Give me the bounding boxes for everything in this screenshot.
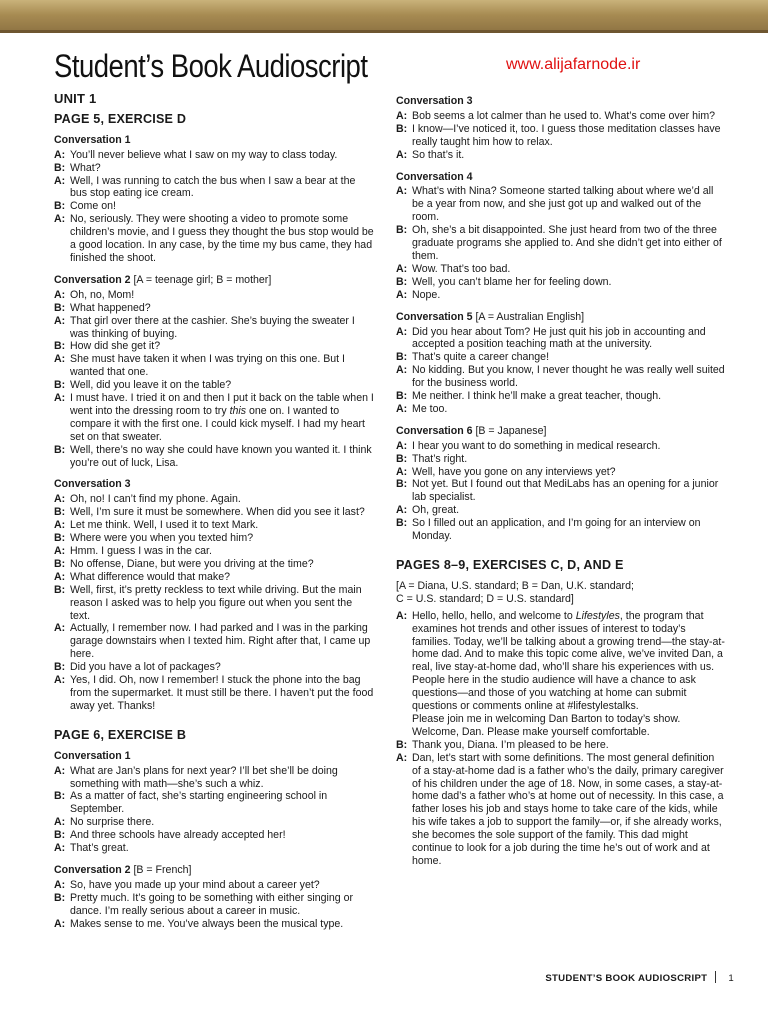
speaker-label: A: — [396, 288, 408, 301]
dialogue-text: As a matter of fact, she’s starting engineering school in September. — [70, 790, 328, 816]
speaker-label: A: — [54, 816, 66, 829]
dialogue-line — [54, 661, 374, 674]
dialogue-line — [54, 162, 374, 175]
footer-divider — [715, 971, 716, 983]
speaker-label: B: — [54, 340, 66, 353]
speaker-label: B: — [396, 275, 408, 288]
dialogue-text: Wow. That’s too bad. — [412, 262, 511, 275]
dialogue-line — [54, 842, 374, 855]
speaker-label: A: — [54, 392, 66, 405]
dialogue-line — [396, 110, 726, 123]
footer-label: STUDENT’S BOOK AUDIOSCRIPT — [545, 973, 708, 984]
dialogue-line — [54, 506, 374, 519]
dialogue-text: Oh, she’s a bit disappointed. She just heard from two of the three graduate programs she applied to. And she didn’t get into either of them. — [412, 224, 722, 262]
speaker-label: A: — [54, 674, 66, 687]
dialogue-text: Me neither. I think he’ll make a great teacher, though. — [412, 390, 662, 403]
conversation-block — [54, 750, 374, 855]
dialogue-line — [396, 752, 726, 868]
section-heading: PAGES 8–9, EXERCISES C, D, AND E — [396, 558, 624, 572]
speaker-label: B: — [54, 161, 66, 174]
speaker-label: B: — [54, 583, 66, 596]
dialogue-line — [396, 263, 726, 276]
speaker-label: A: — [54, 353, 66, 366]
speaker-label: A: — [54, 288, 66, 301]
dialogue — [54, 879, 374, 931]
dialogue-text: How did she get it? — [70, 340, 161, 353]
dialogue-text: Oh, no! I can’t find my phone. Again. — [70, 493, 241, 506]
dialogue-text: Yes, I did. Oh, now I remember! I stuck the phone into the bag from the supermarket. It must still be there. I haven’t put the food away yet. Thanks! — [70, 674, 374, 712]
dialogue-line — [54, 315, 374, 341]
dialogue-line — [54, 558, 374, 571]
dialogue-line — [54, 444, 374, 470]
dialogue-text: Let me think. Well, I used it to text Mark. — [70, 519, 259, 532]
dialogue-line — [396, 123, 726, 149]
dialogue — [54, 493, 374, 712]
dialogue-text: What difference would that make? — [70, 570, 230, 583]
speaker-label: A: — [54, 764, 66, 777]
speaker-label: B: — [396, 224, 408, 237]
speaker-label: B: — [396, 390, 408, 403]
speaker-label: B: — [396, 478, 408, 491]
speaker-label: B: — [54, 301, 66, 314]
conversation-block — [396, 95, 726, 162]
speaker-label: A: — [396, 109, 408, 122]
dialogue-text: Well, first, it’s pretty reckless to text while driving. But the main reason I asked was to help you figure out when you sent the text. — [70, 583, 362, 622]
dialogue-continuation: Please join me in welcoming Dan Barton to today’s show. Welcome, Dan. Please make yourself comfortable. — [412, 712, 681, 738]
dialogue-text: Did you hear about Tom? He just quit his job in accounting and accepted a position teaching math at the university. — [412, 325, 706, 351]
dialogue-line — [396, 440, 726, 453]
speaker-label: B: — [54, 532, 66, 545]
dialogue-text: Well, have you gone on any interviews yet? — [412, 465, 616, 478]
dialogue-line — [396, 149, 726, 162]
dialogue-text: So that’s it. — [412, 148, 465, 161]
dialogue-text: Makes sense to me. You’ve always been the musical type. — [70, 917, 344, 930]
dialogue-text: Thank you, Diana. I’m pleased to be here. — [412, 738, 609, 751]
dialogue — [54, 289, 374, 392]
dialogue-line — [54, 149, 374, 162]
dialogue-text: Did you have a lot of packages? — [70, 661, 221, 674]
dialogue-line — [54, 829, 374, 842]
conversation-block — [54, 478, 374, 712]
speaker-label: A: — [396, 609, 408, 622]
dialogue-line — [54, 674, 374, 713]
dialogue-line — [396, 453, 726, 466]
speaker-label: B: — [54, 790, 66, 803]
conversation-block — [54, 864, 374, 931]
watermark-url: www.alijafarnode.ir — [506, 56, 641, 73]
dialogue-line — [396, 504, 726, 517]
dialogue-line — [54, 918, 374, 931]
dialogue-line — [396, 351, 726, 364]
dialogue-line — [396, 289, 726, 302]
dialogue-line — [396, 224, 726, 263]
conversation-title: Conversation 2 [A = teenage girl; B = mother] — [54, 273, 272, 286]
dialogue-line — [54, 289, 374, 302]
dialogue-text: That’s great. — [70, 842, 129, 855]
dialogue-text: What happened? — [70, 301, 151, 314]
dialogue-text: That’s right. — [412, 452, 468, 465]
dialogue-line — [54, 816, 374, 829]
speaker-label: A: — [396, 751, 408, 764]
dialogue-line — [54, 519, 374, 532]
dialogue-line — [54, 622, 374, 661]
speaker-label: B: — [54, 200, 66, 213]
dialogue-text: No, seriously. They were shooting a video to promote some children’s movie, and I guess they thought the bus stop would be a good location. In any case, by the time my bus came, they had finished the shoot. — [70, 213, 374, 264]
conversation-note: [B = Japanese] — [472, 424, 547, 437]
dialogue-text: Well, did you leave it on the table? — [70, 379, 232, 392]
speaker-label: A: — [54, 148, 66, 161]
speaker-label: A: — [54, 174, 66, 187]
speaker-label: A: — [396, 504, 408, 517]
speaker-label: B: — [396, 738, 408, 751]
dialogue-text: You’ll never believe what I saw on my way to class today. — [70, 148, 338, 161]
dialogue — [54, 149, 374, 265]
page-footer — [545, 971, 734, 984]
dialogue-line — [54, 545, 374, 558]
dialogue-line — [396, 326, 726, 352]
page-title: Student’s Book Audioscript — [54, 48, 368, 84]
dialogue-text: She must have taken it when I was trying on this one. But I wanted that one. — [70, 353, 345, 379]
dialogue-line — [396, 466, 726, 479]
dialogue-line — [396, 185, 726, 224]
dialogue-text: That’s quite a career change! — [412, 351, 550, 364]
dialogue-line — [54, 879, 374, 892]
speaker-label: A: — [54, 545, 66, 557]
speaker-label: B: — [396, 122, 408, 135]
dialogue-text: Where were you when you texted him? — [70, 532, 254, 545]
dialogue-line — [54, 532, 374, 545]
page-number: 1 — [728, 973, 734, 984]
dialogue-line — [54, 571, 374, 584]
dialogue-line — [54, 175, 374, 201]
speaker-label: A: — [54, 314, 66, 327]
section-heading: PAGE 6, EXERCISE B — [54, 727, 187, 742]
dialogue-text: Come on! — [70, 200, 116, 213]
speaker-label: B: — [54, 829, 66, 842]
dialogue-text: Well, I’m sure it must be somewhere. When did you see it last? — [70, 506, 365, 519]
dialogue-text: Not yet. But I found out that MediLabs has an opening for a junior lab specialist. — [412, 478, 719, 504]
conversation-title: Conversation 3 — [54, 478, 131, 491]
conversation-block — [396, 171, 726, 302]
dialogue-text: Pretty much. It’s going to be something with either singing or dance. I’m really serious about a career in music. — [70, 891, 354, 917]
speaker-label: B: — [54, 891, 66, 904]
conversation-title: Conversation 1 — [54, 133, 131, 146]
dialogue-line — [54, 213, 374, 265]
speaker-label: B: — [54, 379, 66, 392]
dialogue-line — [54, 493, 374, 506]
speaker-label: B: — [54, 661, 66, 674]
conversation-title: Conversation 6 [B = Japanese] — [396, 424, 547, 437]
dialogue-text: Well, you can’t blame her for feeling down. — [412, 275, 612, 288]
speaker-label: A: — [54, 622, 66, 635]
dialogue — [396, 110, 726, 162]
dialogue-text: Hmm. I guess I was in the car. — [70, 545, 212, 557]
conversation-note: [B = French] — [130, 863, 192, 876]
dialogue — [396, 440, 726, 543]
dialogue-line — [396, 364, 726, 390]
speaker-label: A: — [54, 213, 66, 226]
speaker-label: B: — [54, 443, 66, 456]
speaker-label: A: — [54, 493, 66, 506]
dialogue-line — [396, 478, 726, 504]
dialogue-text: Oh, no, Mom! — [70, 288, 135, 301]
dialogue-line — [54, 379, 374, 392]
speaker-label: A: — [396, 148, 408, 161]
conversation-block — [54, 134, 374, 265]
dialogue-line — [54, 200, 374, 213]
conversation-title: Conversation 4 — [396, 170, 473, 183]
dialogue-line — [54, 353, 374, 379]
speaker-label: A: — [396, 325, 408, 338]
dialogue-text: Well, there’s no way she could have known you wanted it. I think you’re out of luck, Lisa. — [70, 443, 372, 469]
speaker-label: B: — [396, 351, 408, 364]
dialogue — [396, 739, 726, 868]
dialogue-text: That girl over there at the cashier. She’s buying the sweater I was thinking of buying. — [70, 314, 355, 340]
dialogue-text: Dan, let’s start with some definitions. The most general definition of a stay-at-home dad is a father who’s the daily, primary caregiver of his children under the age of 18. Now, in some cases, a stay-at-home dad’s a father who’s at home out of necessity. In this case, a father loses his job and stays home to take care of the kids, while his wife takes a job to support the family—or, if she already works, she becomes the sole support of the family. This dad might continue to look for a job during the time he’s out of work and at home. — [412, 751, 724, 867]
dialogue-text: I hear you want to do something in medical research. — [412, 439, 661, 452]
speaker-label: A: — [54, 570, 66, 583]
dialogue — [54, 444, 374, 470]
unit-heading: UNIT 1 — [54, 91, 97, 106]
speaker-label: B: — [396, 452, 408, 465]
conversation-note: [A = teenage girl; B = mother] — [130, 273, 272, 286]
speaker-label: B: — [54, 506, 66, 519]
dialogue-line: A: Hello, hello, hello, and welcome to Lifestyles, the program that examines hot trends and other issues of interest to today’s families. Today, we’ll be talking about a growing trend—the stay-at-home dad. And to make this topic come alive, we’ve invited Dan, a real, live stay-at-home dad, who’ll share his experiences with us. People here in the studio audience will have a chance to ask questions—and those of you watching at home can submit questions or comments online at #lifestylestalks. — [396, 609, 725, 713]
dialogue-text: Nope. — [412, 288, 441, 301]
dialogue — [54, 765, 374, 855]
dialogue — [396, 326, 726, 416]
dialogue-line — [396, 739, 726, 752]
dialogue-line — [54, 892, 374, 918]
dialogue-text: Well, I was running to catch the bus when I saw a bear at the bus stop eating ice cream. — [70, 174, 356, 200]
dialogue-text: So, have you made up your mind about a career yet? — [70, 878, 320, 891]
dialogue-text: Actually, I remember now. I had parked and I was in the parking garage downstairs when I texted him. Right after that, I came up here. — [70, 622, 371, 661]
speaker-label: B: — [54, 557, 66, 570]
speaker-label: A: — [396, 402, 408, 415]
decorative-top-band — [0, 0, 768, 33]
dialogue-text: What are Jan’s plans for next year? I’ll bet she’ll be doing something with math—she’s such a whiz. — [70, 764, 338, 790]
dialogue-line — [54, 584, 374, 623]
speaker-legend: [A = Diana, U.S. standard; B = Dan, U.K. standard; C = U.S. standard; D = U.S. standard] — [396, 579, 634, 605]
conversation-title: Conversation 2 [B = French] — [54, 863, 192, 876]
dialogue-line — [396, 276, 726, 289]
dialogue-line — [54, 790, 374, 816]
conversation-block — [396, 311, 726, 416]
dialogue-text: And three schools have already accepted her! — [70, 829, 286, 842]
dialogue-text: Bob seems a lot calmer than he used to. What’s come over him? — [412, 109, 716, 122]
conversation-block — [396, 425, 726, 543]
dialogue-text: No offense, Diane, but were you driving at the time? — [70, 557, 314, 570]
dialogue-text: Me too. — [412, 402, 448, 415]
speaker-label: B: — [396, 517, 408, 530]
speaker-label: A: — [54, 878, 66, 891]
speaker-label: A: — [396, 262, 408, 275]
speaker-label: A: — [396, 465, 408, 478]
conversation-title: Conversation 1 — [54, 749, 131, 762]
dialogue-line — [54, 765, 374, 791]
speaker-label: A: — [396, 439, 408, 452]
right-column — [396, 95, 726, 868]
dialogue-line — [396, 517, 726, 543]
dialogue-text: What’s with Nina? Someone started talking about where we’d all be a year from now, and she just got up and walked out of the room. — [412, 185, 714, 224]
dialogue-line — [54, 340, 374, 353]
dialogue-line — [396, 390, 726, 403]
dialogue-text: No kidding. But you know, I never thought he was really well suited for the business world. — [412, 364, 725, 390]
dialogue-text: I know—I’ve noticed it, too. I guess those meditation classes have really taught him how to relax. — [412, 122, 721, 148]
dialogue-text: No surprise there. — [70, 816, 155, 829]
speaker-label: A: — [396, 364, 408, 377]
conversation-title: Conversation 5 [A = Australian English] — [396, 310, 585, 323]
conversation-note: [A = Australian English] — [472, 310, 585, 323]
speaker-label: A: — [54, 842, 66, 855]
dialogue-text: Oh, great. — [412, 504, 460, 517]
speaker-label: A: — [396, 185, 408, 198]
dialogue-text: What? — [70, 161, 101, 174]
dialogue-line — [54, 302, 374, 315]
dialogue-line — [396, 403, 726, 416]
section-heading: PAGE 5, EXERCISE D — [54, 111, 187, 126]
speaker-label: A: — [54, 519, 66, 532]
conversation-title: Conversation 3 — [396, 95, 473, 107]
dialogue-line: A: I must have. I tried it on and then I put it back on the table when I went into the dressing room to try this one on. I wanted to compare it with the first one. I could kick myself. I had my heart set on that sweater. — [54, 392, 374, 443]
left-column — [54, 93, 374, 939]
conversation-block — [54, 274, 374, 470]
speaker-label: A: — [54, 917, 66, 930]
dialogue — [396, 185, 726, 301]
dialogue-text: So I filled out an application, and I’m going for an interview on Monday. — [412, 517, 701, 543]
